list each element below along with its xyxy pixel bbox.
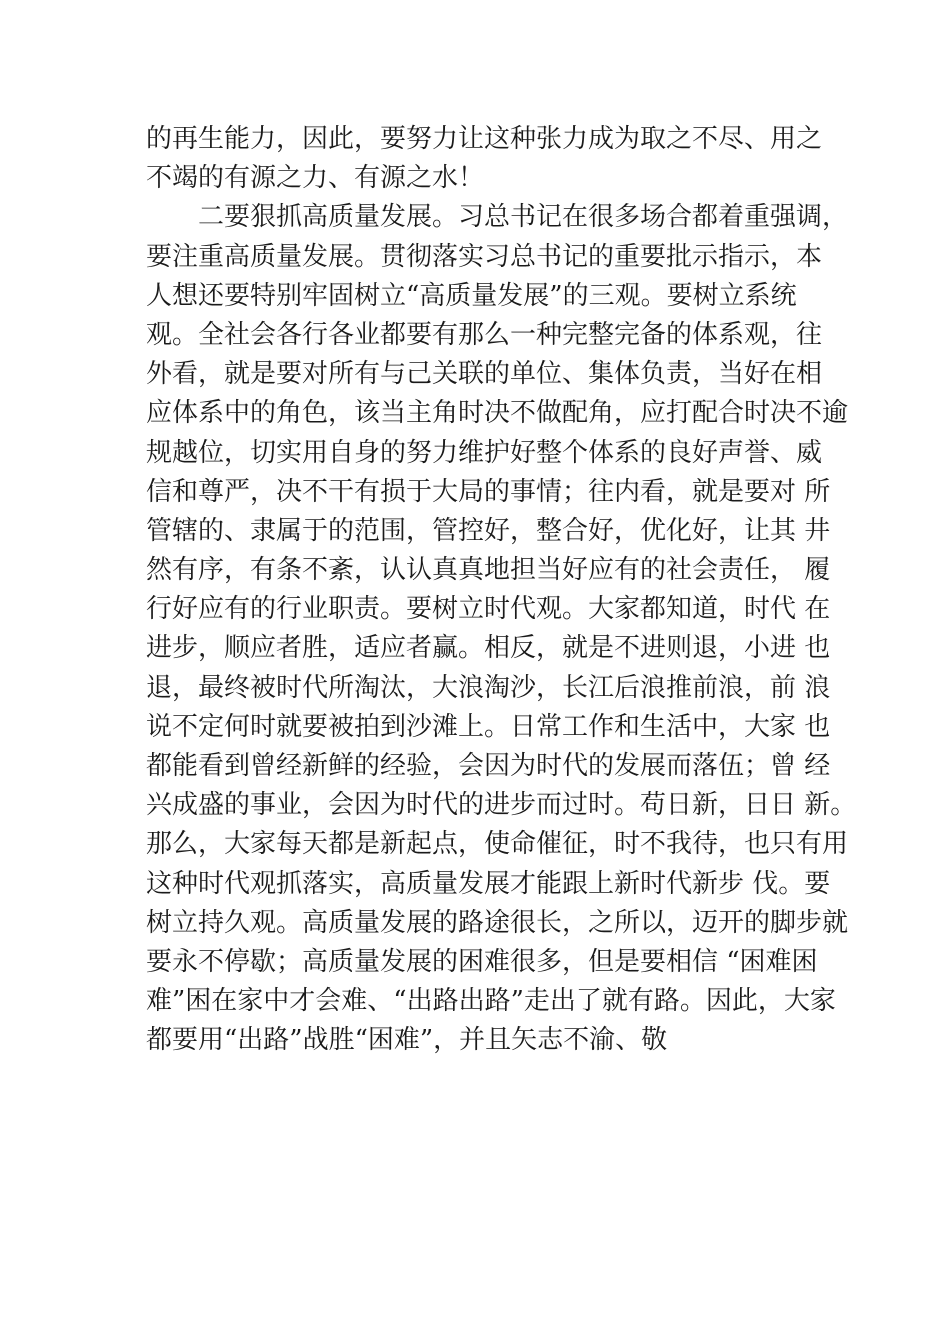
text-line: 这种时代观抓落实，高质量发展才能跟上新时代新步 伐。要 [146,868,831,899]
text-line: 应体系中的角色，该当主角时决不做配角，应打配合时决不逾 [146,398,849,429]
text-line: 都能看到曾经新鲜的经验，会因为时代的发展而落伍；曾 经 [146,751,831,781]
text-line: 说不定何时就要被拍到沙滩上。日常工作和生活中，大家 也 [146,711,831,742]
text-line: 兴成盛的事业，会因为时代的进步而过时。苟日新，日日 新。 [146,790,857,821]
text-line: 那么，大家每天都是新起点，使命催征，时不我待，也只有用 [146,829,849,860]
text-line: 要注重高质量发展。贯彻落实习总书记的重要批示指示，本 [146,241,823,272]
text-line: 信和尊严，决不干有损于大局的事情；往内看，就是要对 所 [146,476,831,507]
text-line: 都要用“出路”战胜“困难”，并且矢志不渝、敬 [146,1025,668,1056]
text-line: 难”困在家中才会难、“出路出路”走出了就有路。因此，大家 [146,986,836,1017]
text-line: 的再生能力，因此，要努力让这种张力成为取之不尽、用之 [146,124,823,154]
text-line: 退，最终被时代所淘汰，大浪淘沙，长江后浪推前浪，前 浪 [146,672,831,703]
text-line: 规越位，切实用自身的努力维护好整个体系的良好声誉、威 [146,437,823,468]
text-line: 要永不停歇；高质量发展的困难很多，但是要相信 “困难困 [146,946,818,977]
text-line: 不竭的有源之力、有源之水！ [146,163,485,194]
text-line: 人想还要特别牢固树立“高质量发展”的三观。要树立系统 [146,280,797,311]
text-line: 树立持久观。高质量发展的路途很长，之所以，迈开的脚步就 [146,907,849,938]
text-line: 然有序，有条不紊，认认真真地担当好应有的社会责任， 履 [146,555,831,586]
text-line: 二要狠抓高质量发展。习总书记在很多场合都着重强调， [146,202,849,233]
text-line: 进步，顺应者胜，适应者赢。相反，就是不进则退，小进 也 [146,633,831,664]
text-line: 行好应有的行业职责。要树立时代观。大家都知道，时代 在 [146,594,831,625]
text-line: 管辖的、隶属于的范围，管控好，整合好，优化好，让其 井 [146,515,831,546]
text-line: 外看，就是要对所有与己关联的单位、集体负责，当好在相 [146,359,823,390]
body-text [146,120,857,1061]
text-line: 观。全社会各行各业都要有那么一种完整完备的体系观，往 [146,319,823,350]
